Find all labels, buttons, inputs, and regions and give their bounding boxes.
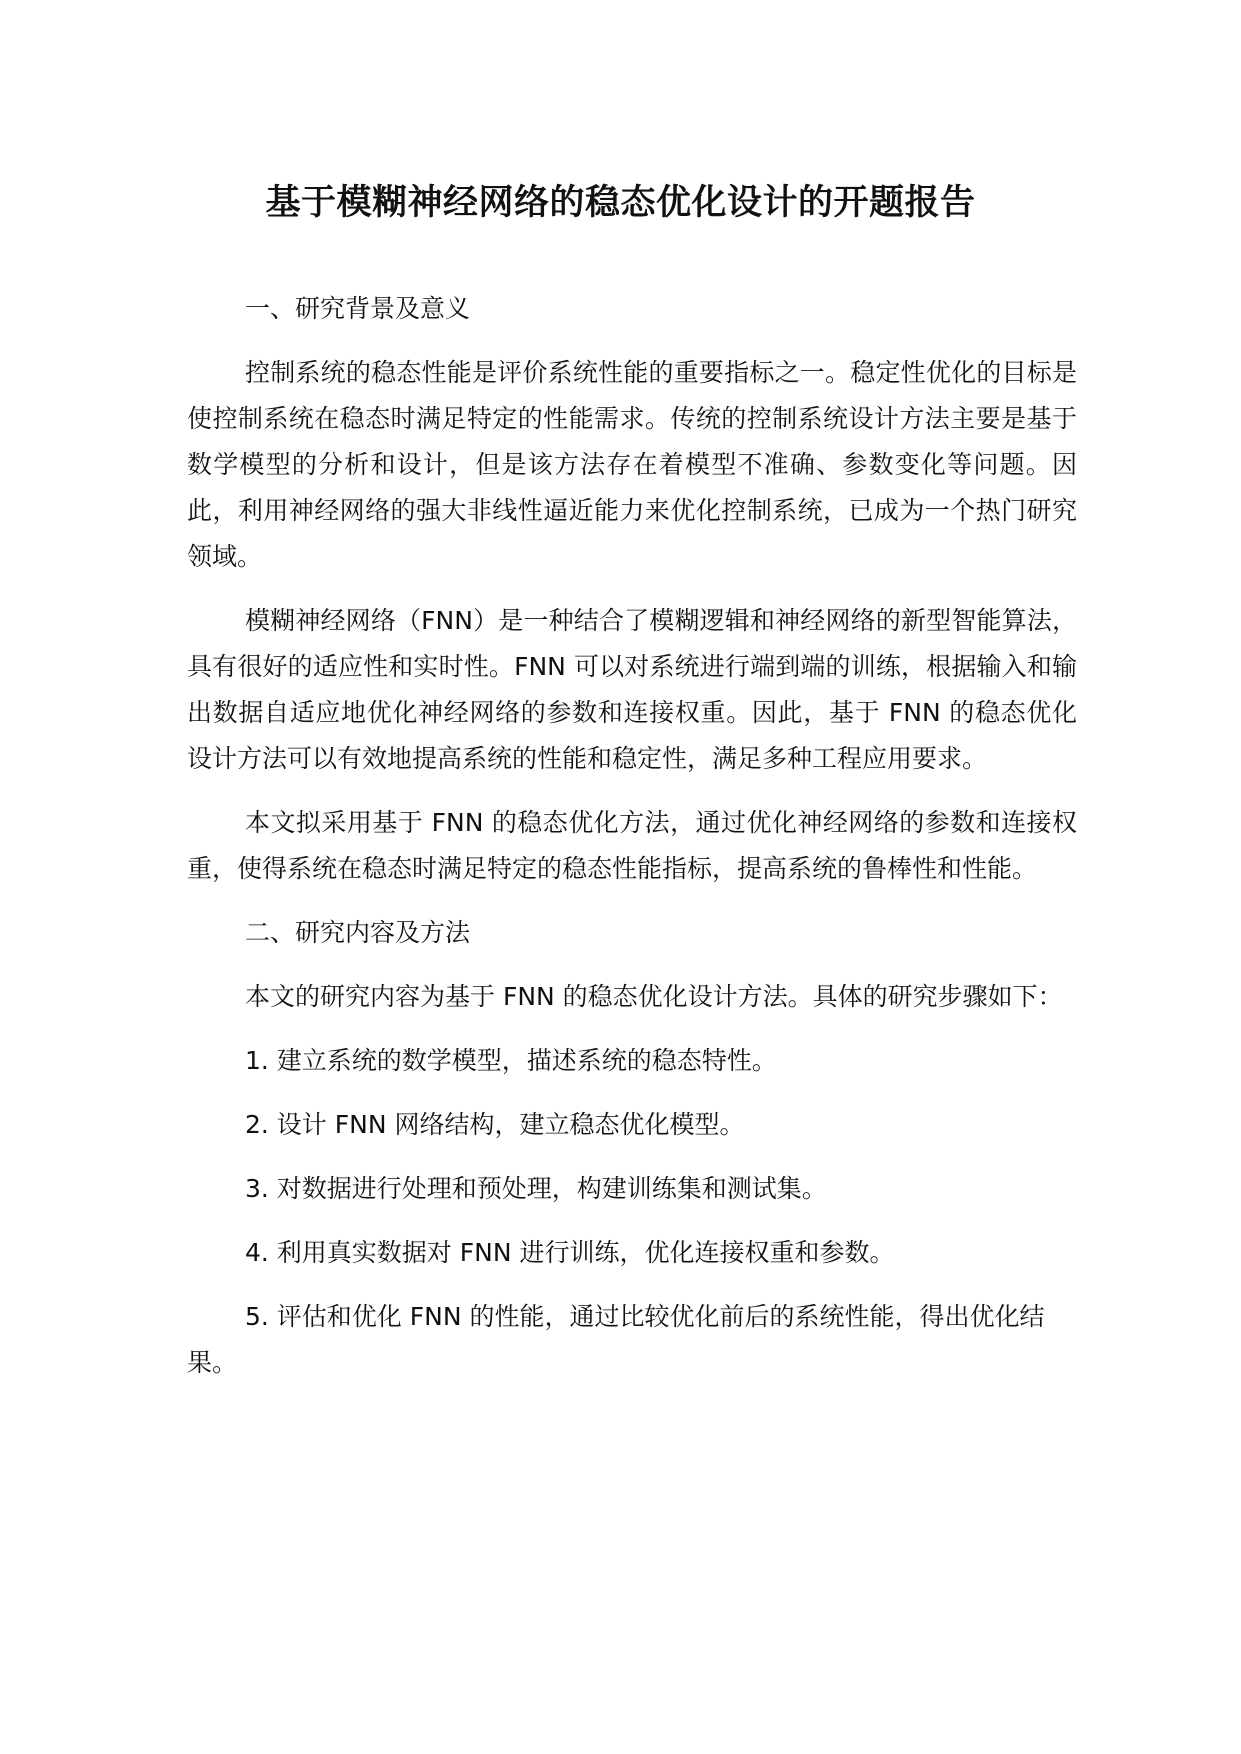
- section-heading-background: 一、研究背景及意义: [245, 294, 471, 323]
- paragraph: 控制系统的稳态性能是评价系统性能的重要指标之一。稳定性优化的目标是使控制系统在稳态时满足特定的性能需求。传统的控制系统设计方法主要是基于数学模型的分析和设计，但是该方法存在着模型不准确、参数变化等问题。因此，利用神经网络的强大非线性逼近能力来优化控制系统，已成为一个热门研究领域。: [187, 358, 1077, 571]
- list-item: 1. 建立系统的数学模型，描述系统的稳态特性。: [245, 1046, 777, 1075]
- document-title: 基于模糊神经网络的稳态优化设计的开题报告: [265, 183, 976, 223]
- list-item: 3. 对数据进行处理和预处理，构建训练集和测试集。: [245, 1174, 827, 1203]
- paragraph: 本文拟采用基于 FNN 的稳态优化方法，通过优化神经网络的参数和连接权重，使得系统在稳态时满足特定的稳态性能指标，提高系统的鲁棒性和性能。: [187, 808, 1077, 883]
- list-item: 2. 设计 FNN 网络结构，建立稳态优化模型。: [245, 1110, 745, 1139]
- paragraph: 模糊神经网络（FNN）是一种结合了模糊逻辑和神经网络的新型智能算法，具有很好的适应性和实时性。FNN 可以对系统进行端到端的训练，根据输入和输出数据自适应地优化神经网络的参数和连接权重。因此，基于 FNN 的稳态优化设计方法可以有效地提高系统的性能和稳定性，满足多种工程应用要求。: [187, 606, 1077, 773]
- section-heading-methods: 二、研究内容及方法: [245, 918, 471, 947]
- paragraph: 本文的研究内容为基于 FNN 的稳态优化设计方法。具体的研究步骤如下：: [245, 982, 1063, 1011]
- list-item: 5. 评估和优化 FNN 的性能，通过比较优化前后的系统性能，得出优化结果。: [187, 1302, 1045, 1377]
- list-item: 4. 利用真实数据对 FNN 进行训练，优化连接权重和参数。: [245, 1238, 895, 1267]
- document-body: [187, 286, 1077, 1404]
